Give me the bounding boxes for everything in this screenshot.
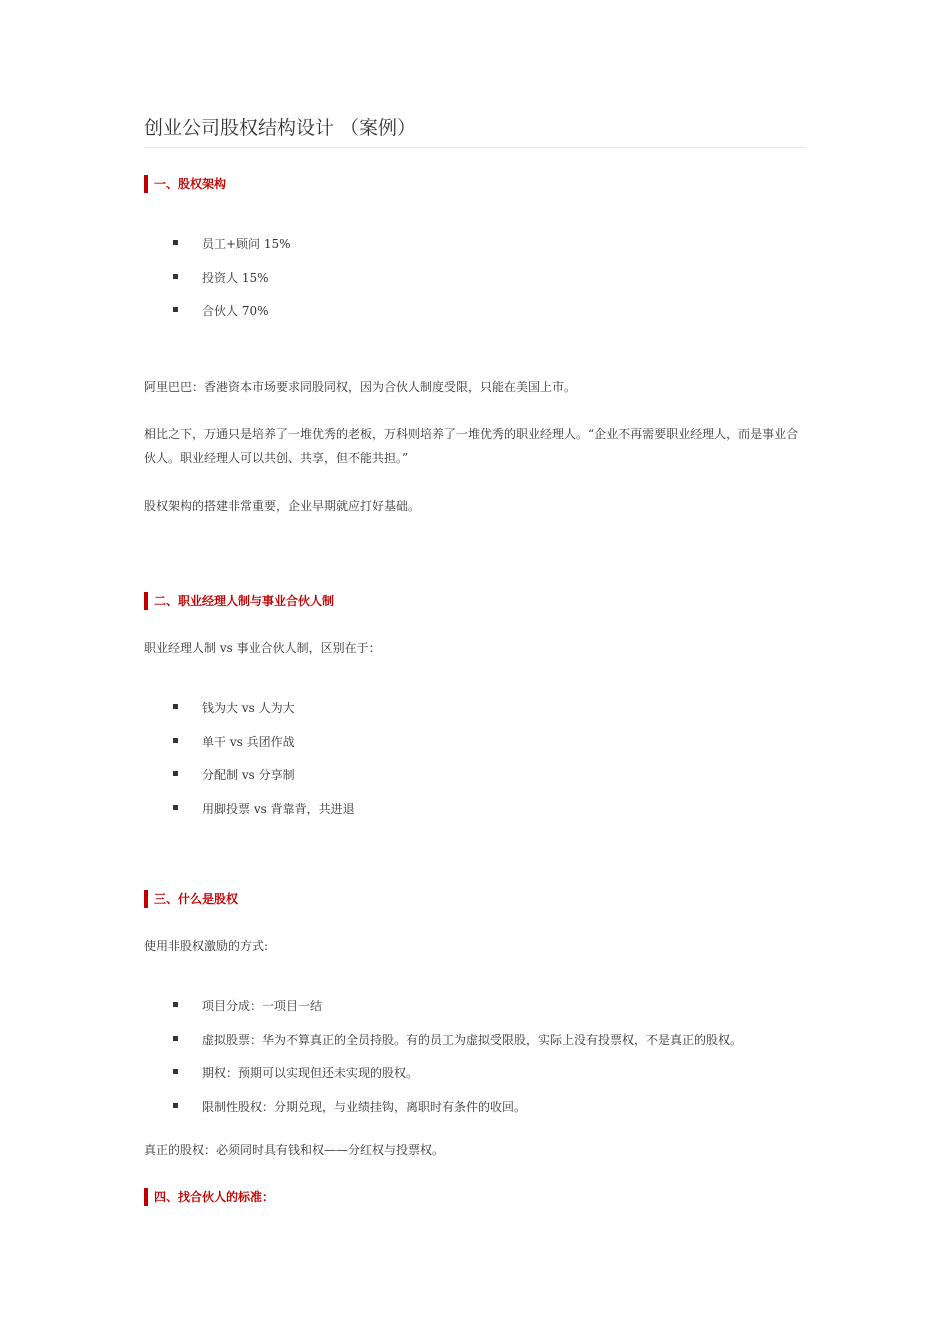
bullet-square-icon [173,1036,178,1041]
bullet-square-icon [173,1002,178,1007]
list-item: 用脚投票 vs 背靠背，共进退 [170,801,355,835]
bullet-list-3 [170,998,742,1132]
bullet-square-icon [173,1069,178,1074]
bullet-square-icon [173,771,178,776]
bullet-list-2 [170,700,355,834]
title-divider [144,147,806,148]
bullet-square-icon [173,307,178,312]
section-heading-1: 一、股权架构 [144,175,226,193]
paragraph: 使用非股权激励的方式: [144,939,269,953]
bullet-square-icon [173,805,178,810]
list-item: 钱为大 vs 人为大 [170,700,355,734]
bullet-square-icon [173,274,178,279]
list-item: 员工+顾问 15% [170,236,291,270]
section-heading-3: 三、什么是股权 [144,890,238,908]
paragraph: 阿里巴巴：香港资本市场要求同股同权，因为合伙人制度受限，只能在美国上市。 [144,380,577,394]
paragraph: 职业经理人制 vs 事业合伙人制，区别在于： [144,641,381,655]
list-item: 限制性股权：分期兑现，与业绩挂钩，离职时有条件的收回。 [170,1099,742,1133]
paragraph: 股权架构的搭建非常重要，企业早期就应打好基础。 [144,499,421,513]
paragraph: 真正的股权：必须同时具有钱和权——分红权与投票权。 [144,1143,445,1157]
list-item: 期权：预期可以实现但还未实现的股权。 [170,1065,742,1099]
bullet-square-icon [173,240,178,245]
list-item: 单干 vs 兵团作战 [170,734,355,768]
section-heading-2: 二、职业经理人制与事业合伙人制 [144,592,334,610]
bullet-square-icon [173,738,178,743]
list-item: 分配制 vs 分享制 [170,767,355,801]
list-item: 虚拟股票：华为不算真正的全员持股。有的员工为虚拟受限股，实际上没有投票权，不是真正的股权。 [170,1032,742,1066]
paragraph: 相比之下，万通只是培养了一堆优秀的老板，万科则培养了一堆优秀的职业经理人。“企业不再需要职业经理人，而是事业合伙人。职业经理人可以共创、共享，但不能共担。” [144,427,799,465]
list-item: 投资人 15% [170,270,291,304]
bullet-list-1 [170,236,291,337]
page-title: 创业公司股权结构设计 （案例） [144,117,417,139]
list-item: 项目分成：一项目一结 [170,998,742,1032]
list-item: 合伙人 70% [170,303,291,337]
bullet-square-icon [173,1103,178,1108]
bullet-square-icon [173,704,178,709]
section-heading-4: 四、找合伙人的标准： [144,1188,274,1206]
